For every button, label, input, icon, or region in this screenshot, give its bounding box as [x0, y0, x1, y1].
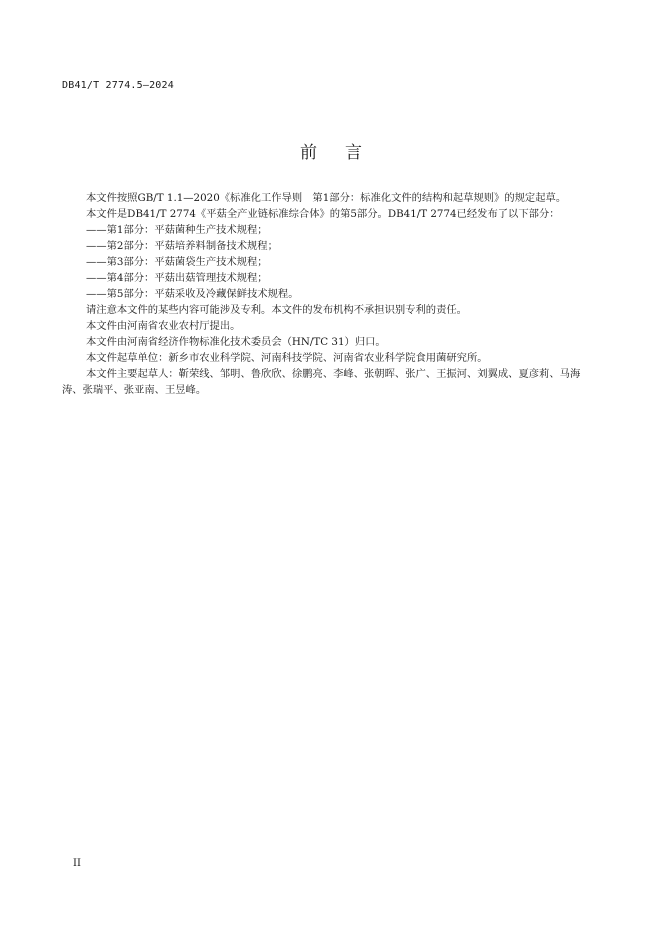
- list-item-part-4: ——第4部分：平菇出菇管理技术规程；: [86, 272, 268, 284]
- paragraph-drafting-units: 本文件起草单位：新乡市农业科学院、河南科技学院、河南省农业科学院食用菌研究所。: [86, 352, 488, 364]
- paragraph-patent-notice: 请注意本文件的某些内容可能涉及专利。本文件的发布机构不承担识别专利的责任。: [86, 304, 467, 316]
- paragraph-drafters: 本文件主要起草人：靳荣线、邹明、鲁欣欣、徐鹏亮、李峰、张朝晖、张广、王振河、刘翼成、夏彦莉、马海涛、张瑞平、张亚南、王昱峰。: [62, 368, 581, 396]
- foreword-body: [62, 190, 590, 398]
- list-item-part-5: ——第5部分：平菇采收及冷藏保鲜技术规程。: [86, 288, 299, 300]
- document-code: DB41/T 2774.5—2024: [62, 80, 174, 91]
- list-item-part-3: ——第3部分：平菇菌袋生产技术规程；: [86, 256, 268, 268]
- list-item-part-2: ——第2部分：平菇培养料制备技术规程；: [86, 240, 278, 252]
- page-number: II: [73, 858, 81, 869]
- page-title: 前言: [300, 143, 390, 163]
- paragraph-drafting-rules: 本文件按照GB/T 1.1—2020《标准化工作导则 第1部分：标准化文件的结构和起草规则》的规定起草。: [86, 192, 567, 204]
- paragraph-centralized: 本文件由河南省经济作物标准化技术委员会（HN/TC 31）归口。: [86, 336, 386, 348]
- list-item-part-1: ——第1部分：平菇菌种生产技术规程；: [86, 224, 268, 236]
- paragraph-series-intro: 本文件是DB41/T 2774《平菇全产业链标准综合体》的第5部分。DB41/T 2774已经发布了以下部分：: [86, 208, 560, 220]
- paragraph-proposer: 本文件由河南省农业农村厅提出。: [86, 320, 241, 332]
